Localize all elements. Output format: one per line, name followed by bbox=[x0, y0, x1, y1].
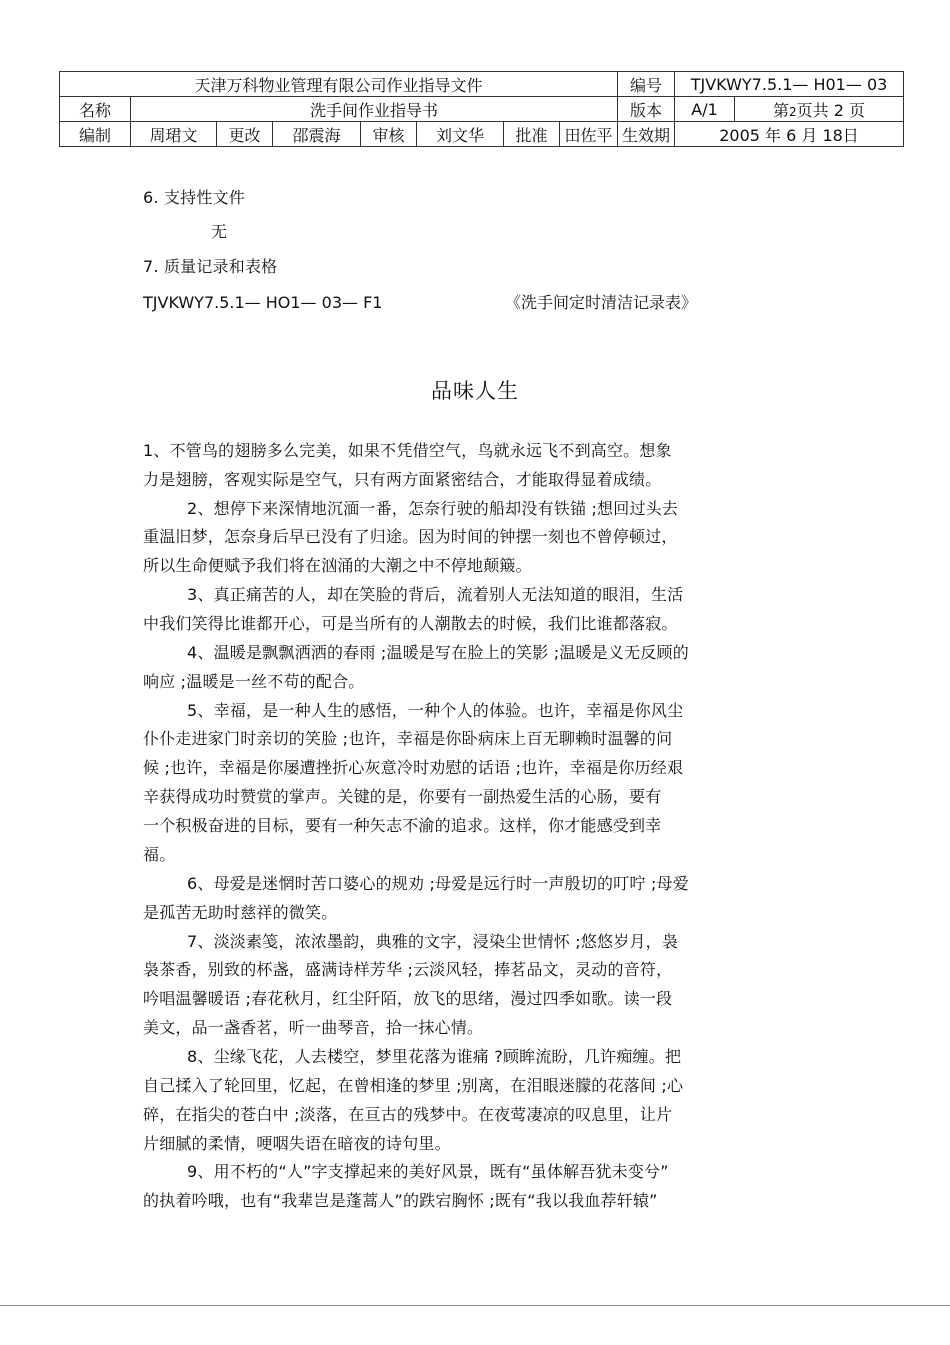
article-line: 辛获得成功时赞赏的掌声。关键的是，你要有一副热爱生活的心肠，要有 bbox=[143, 787, 662, 806]
review-value: 刘文华 bbox=[417, 122, 504, 147]
article-line: 力是翅膀，客观实际是空气，只有两方面紧密结合，才能取得显着成绩。 bbox=[143, 470, 662, 489]
name-value: 洗手间作业指导书 bbox=[131, 97, 618, 122]
article-line: 碎，在指尖的苍白中 ;淡落，在亘古的残梦中。在夜莺凄凉的叹息里，让片 bbox=[143, 1105, 673, 1124]
footer-rule bbox=[0, 1305, 950, 1306]
article-line: 所以生命便赋予我们将在汹涌的大潮之中不停地颠簸。 bbox=[143, 556, 532, 575]
section-6-body: 无 bbox=[211, 222, 228, 241]
article-line: 美文，品一盏香茗，听一曲琴音，拾一抹心情。 bbox=[143, 1018, 484, 1037]
record-code: TJVKWY7.5.1— HO1— 03— F1 bbox=[143, 293, 383, 312]
article-line: 3、真正痛苦的人，却在笑脸的背后，流着别人无法知道的眼泪，生活 bbox=[187, 585, 684, 604]
article-line: 6、母爱是迷惘时苦口婆心的规劝 ;母爱是远行时一声殷切的叮咛 ;母爱 bbox=[187, 874, 689, 893]
effective-label: 生效期 bbox=[618, 122, 675, 147]
number-label: 编号 bbox=[618, 72, 675, 97]
article-line: 中我们笑得比谁都开心，可是当所有的人潮散去的时候，我们比谁都落寂。 bbox=[143, 614, 678, 633]
page-number: 2 bbox=[789, 104, 797, 119]
page-info bbox=[735, 97, 904, 122]
article-line: 自己揉入了轮回里，忆起，在曾相逢的梦里 ;别离，在泪眼迷朦的花落间 ;心 bbox=[143, 1076, 684, 1095]
review-label: 审核 bbox=[361, 122, 417, 147]
compile-value: 周珺文 bbox=[131, 122, 217, 147]
number-value: TJVKWY7.5.1— H01— 03 bbox=[675, 72, 904, 97]
article-title: 品味人生 bbox=[431, 379, 519, 403]
article-line: 候 ;也许，幸福是你屡遭挫折心灰意冷时劝慰的话语 ;也许，幸福是你历经艰 bbox=[143, 758, 684, 777]
version-value: A/1 bbox=[675, 97, 735, 122]
article-line: 响应 ;温暖是一丝不苟的配合。 bbox=[143, 672, 365, 691]
name-label: 名称 bbox=[60, 97, 131, 122]
header-table bbox=[59, 71, 904, 147]
article-line: 5、幸福，是一种人生的感悟，一种个人的体验。也许，幸福是你风尘 bbox=[187, 701, 684, 720]
article-line: 一个积极奋进的目标，要有一种矢志不渝的追求。这样，你才能感受到幸 bbox=[143, 816, 662, 835]
article-line: 8、尘缘飞花，人去楼空，梦里花落为谁痛 ?顾眸流盼，几许痴缠。把 bbox=[187, 1047, 682, 1066]
article-line: 9、用不朽的“人”字支撑起来的美好风景，既有“虽体解吾犹未变兮” bbox=[187, 1162, 669, 1181]
article-line: 7、淡淡素笺，浓浓墨韵，典雅的文字，浸染尘世情怀 ;悠悠岁月，袅 bbox=[187, 932, 679, 951]
article-line: 的执着吟哦，也有“我辈岂是蓬蒿人”的跌宕胸怀 ;既有“我以我血荐轩辕” bbox=[143, 1191, 658, 1210]
modify-value: 邵震海 bbox=[273, 122, 361, 147]
article-line: 仆仆走进家门时亲切的笑脸 ;也许，幸福是你卧病床上百无聊赖时温馨的问 bbox=[143, 729, 673, 748]
page-suffix: 页共 2 页 bbox=[796, 100, 866, 120]
approve-value: 田佐平 bbox=[560, 122, 618, 147]
article-line: 重温旧梦，怎奈身后早已没有了归途。因为时间的钟摆一刻也不曾停顿过， bbox=[143, 527, 678, 546]
compile-label: 编制 bbox=[60, 122, 131, 147]
section-6-title: 6. 支持性文件 bbox=[143, 188, 245, 207]
version-label: 版本 bbox=[618, 97, 675, 122]
effective-value: 2005 年 6 月 18日 bbox=[675, 122, 904, 147]
section-7-title: 7. 质量记录和表格 bbox=[143, 257, 278, 276]
article-line: 福。 bbox=[143, 845, 176, 864]
article-line: 是孤苦无助时慈祥的微笑。 bbox=[143, 903, 338, 922]
modify-label: 更改 bbox=[217, 122, 273, 147]
article-line: 1、不管鸟的翅膀多么完美，如果不凭借空气，鸟就永远飞不到高空。想象 bbox=[143, 441, 672, 460]
article-line: 4、温暖是飘飘洒洒的春雨 ;温暖是写在脸上的笑影 ;温暖是义无反顾的 bbox=[187, 643, 689, 662]
approve-label: 批准 bbox=[504, 122, 560, 147]
article-line: 吟唱温馨暖语 ;春花秋月，红尘阡陌，放飞的思绪，漫过四季如歌。读一段 bbox=[143, 989, 673, 1008]
record-form-name: 《洗手间定时清洁记录表》 bbox=[505, 293, 698, 312]
article-line: 片细腻的柔情，哽咽失语在暗夜的诗句里。 bbox=[143, 1134, 451, 1153]
page-prefix: 第 bbox=[773, 100, 790, 120]
article-line: 2、想停下来深情地沉湎一番，怎奈行驶的船却没有铁锚 ;想回过头去 bbox=[187, 499, 679, 518]
company-doc-title: 天津万科物业管理有限公司作业指导文件 bbox=[60, 72, 618, 97]
article-line: 袅茶香，别致的杯盏，盛满诗样芳华 ;云淡风轻，捧茗品文，灵动的音符， bbox=[143, 960, 673, 979]
